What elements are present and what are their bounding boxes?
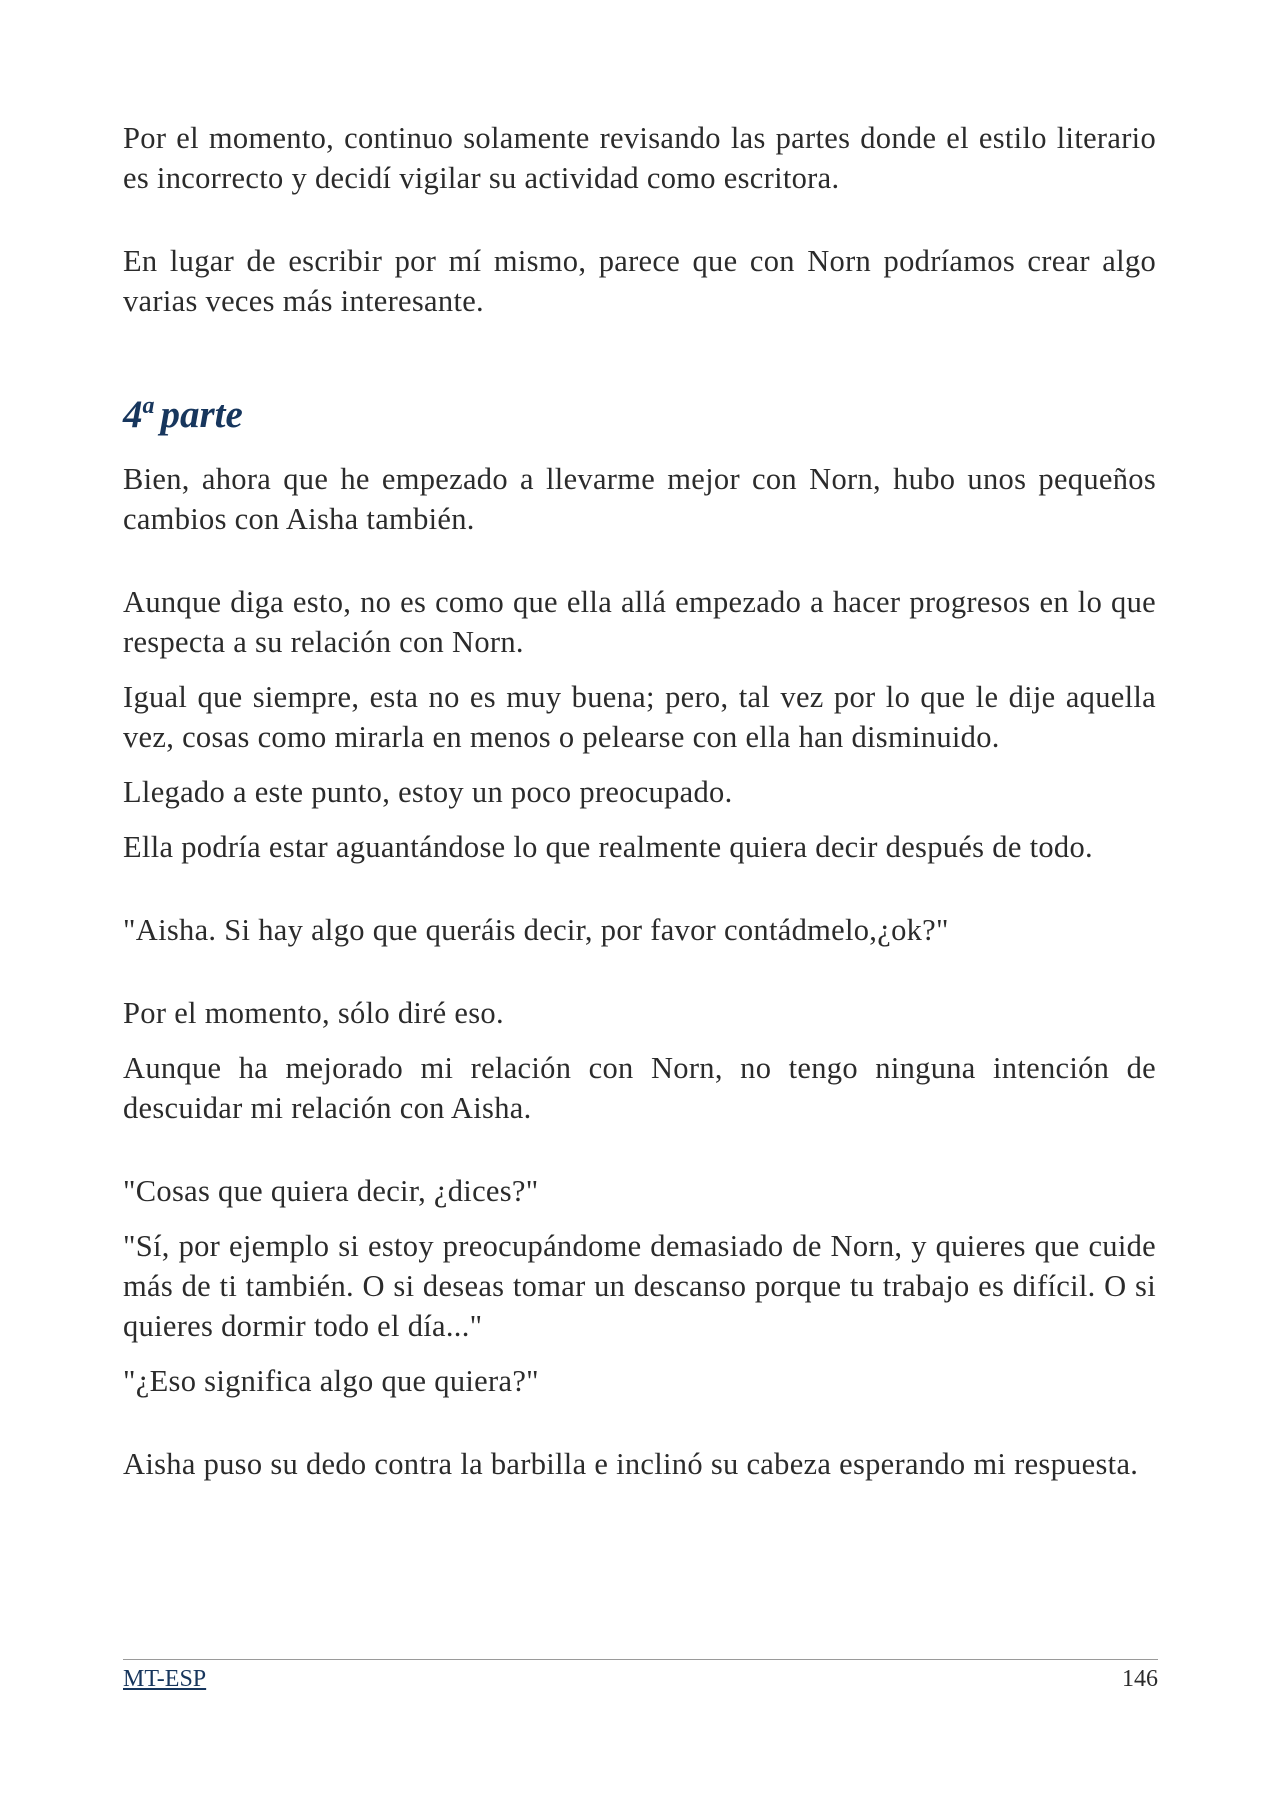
dialogue-line: "¿Eso significa algo que quiera?": [123, 1364, 539, 1398]
paragraph: Por el momento, continuo solamente revisando las partes donde el estilo literario es incorrecto y decidí vigilar su actividad como escritora.: [123, 121, 1156, 195]
footer-link[interactable]: MT-ESP: [123, 1666, 207, 1692]
page-footer: [123, 1659, 1158, 1694]
heading-title: parte: [160, 393, 243, 436]
paragraph: En lugar de escribir por mí mismo, parece que con Norn podríamos crear algo varias veces más interesante.: [123, 244, 1156, 318]
paragraph: Aisha puso su dedo contra la barbilla e inclinó su cabeza esperando mi respuesta.: [123, 1447, 1139, 1481]
heading-ordinal: a: [142, 393, 155, 419]
paragraph: Aunque ha mejorado mi relación con Norn, no tengo ninguna intención de descuidar mi relación con Aisha.: [123, 1051, 1156, 1125]
dialogue-line: "Cosas que quiera decir, ¿dices?": [123, 1174, 539, 1208]
paragraph: Ella podría estar aguantándose lo que realmente quiera decir después de todo.: [123, 830, 1093, 864]
paragraph: Llegado a este punto, estoy un poco preocupado.: [123, 775, 733, 809]
dialogue-line: "Sí, por ejemplo si estoy preocupándome demasiado de Norn, y quieres que cuide más de ti también. O si deseas tomar un descanso porque tu trabajo es difícil. O si quieres dormir todo el día...": [123, 1229, 1156, 1343]
paragraph: Aunque diga esto, no es como que ella allá empezado a hacer progresos en lo que respecta a su relación con Norn.: [123, 585, 1156, 659]
paragraph: Bien, ahora que he empezado a llevarme mejor con Norn, hubo unos pequeños cambios con Aisha también.: [123, 462, 1156, 536]
section-heading: [123, 391, 1156, 439]
dialogue-line: "Aisha. Si hay algo que queráis decir, por favor contádmelo,¿ok?": [123, 913, 949, 947]
paragraph: Por el momento, sólo diré eso.: [123, 996, 504, 1030]
document-body: [123, 118, 1156, 1484]
heading-number: 4: [123, 393, 143, 436]
paragraph: Igual que siempre, esta no es muy buena; pero, tal vez por lo que le dije aquella vez, cosas como mirarla en menos o pelearse con ella han disminuido.: [123, 680, 1156, 754]
page-number: 146: [1122, 1666, 1158, 1692]
